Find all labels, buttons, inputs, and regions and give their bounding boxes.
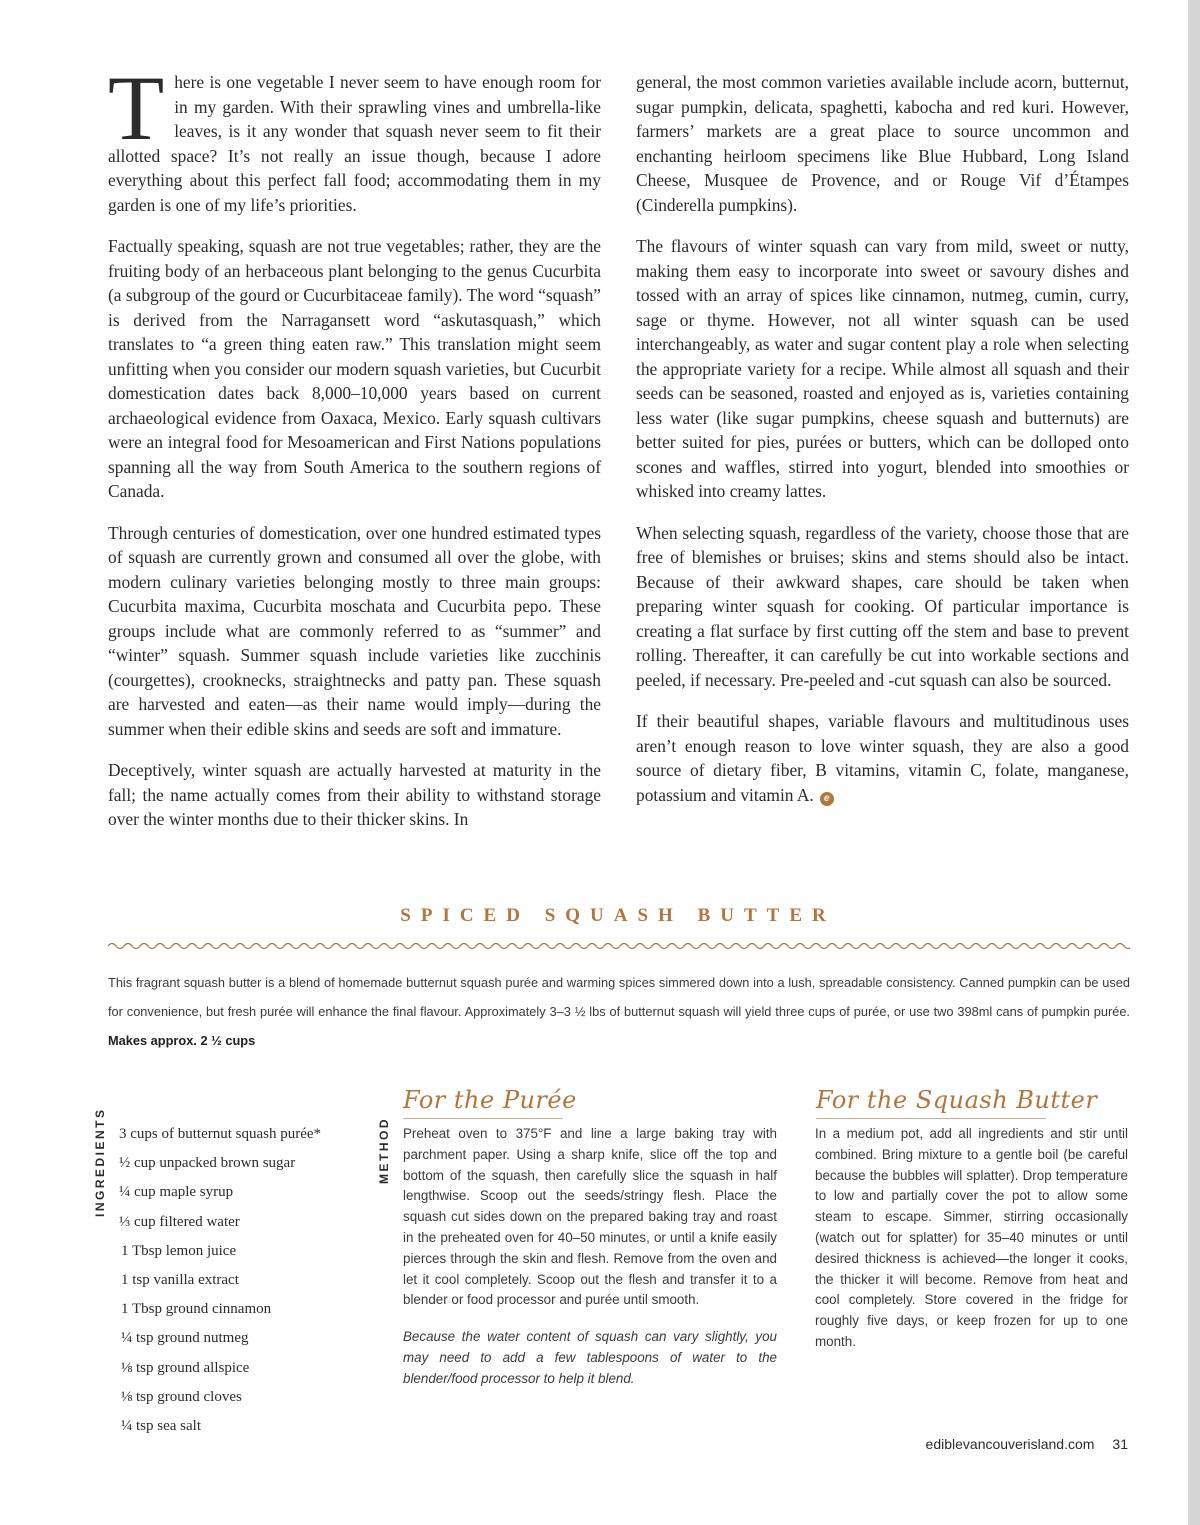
article-paragraph [636, 709, 1129, 807]
ingredients-label: INGREDIENTS [93, 1107, 107, 1217]
ingredient-item: ⅛ tsp ground allspice [121, 1359, 250, 1376]
paragraph-text: here is one vegetable I never seem to have enough room for in my garden. With their sprawling vines and umbrella-like leaves, is it any wonder that squash never seem to fit their allotted space? It’s not really an issue though, because I adore everything about this perfect fall food; accommodating them in my garden is one of my life’s priorities. [108, 72, 601, 215]
article-paragraph: Factually speaking, squash are not true vegetables; rather, they are the fruiting body of an herbaceous plant belonging to the genus Cucurbita (a subgroup of the gourd or Cucurbitaceae family). The word “squash” is derived from the Narragansett word “askutasquash,” which translates to “a green thing eaten raw.” This translation might seem unfitting when you consider our modern squash varieties, but Cucurbit domestication dates back 8,000–10,000 years based on current archaeological evidence from Oaxaca, Mexico. Early squash cultivars were an integral food for Mesoamerican and First Nations populations spanning all the way from South America to the southern regions of Canada. [108, 236, 601, 501]
puree-method [403, 1124, 777, 1406]
article-paragraph: The flavours of winter squash can vary from mild, sweet or nutty, making them easy to incorporate into sweet or savoury dishes and tossed with an array of spices like cinnamon, nutmeg, cumin, curry, sage or thyme. However, not all winter squash can be used interchangeably, as water and sugar content play a role when selecting the appropriate variety for a recipe. While almost all squash and their seeds can be seasoned, roasted and enjoyed as is, varieties containing less water (like sugar pumpkins, cheese squash and butternuts) are better suited for pies, purées or butters, which can be dolloped onto scones and waffles, stirred into yogurt, blended into smoothies or whisked into creamy lattes. [636, 236, 1129, 501]
puree-note: Because the water content of squash can vary slightly, you may need to add a few tablespoons of water to the blender/food processor to help it blend. [403, 1329, 777, 1386]
article-paragraph: general, the most common varieties available include acorn, butternut, sugar pumpkin, delicata, spaghetti, kabocha and red kuri. However, farmers’ markets are a great place to source uncommon and enchanting heirloom specimens like Blue Hubbard, Long Island Cheese, Musquee de Provence, and or Rouge Vif d’Étampes (Cinderella pumpkins). [636, 72, 1129, 215]
article-paragraph: Deceptively, winter squash are actually harvested at maturity in the fall; the name actually comes from their ability to withstand storage over the winter months due to their thicker skins. In [108, 760, 601, 829]
intro-text: This fragrant squash butter is a blend of homemade butternut squash purée and warming spices simmered down into a lush, spreadable consistency. Canned pumpkin can be used for convenience, but fresh purée will enhance the final flavour. Approximately 3–3 ½ lbs of butternut squash will yield three cups of purée, or use two 398ml cans of pumpkin purée. [108, 975, 1130, 1019]
ingredient-item: 1 tsp vanilla extract [121, 1272, 239, 1289]
footer-site: ediblevancouverisland.com [925, 1436, 1095, 1452]
butter-heading: For the Squash Butter [816, 1086, 1098, 1114]
recipe-intro [108, 968, 1130, 1055]
wavy-divider [108, 940, 1130, 952]
drop-cap: T [108, 57, 165, 159]
butter-method [815, 1124, 1128, 1369]
ingredient-item: ½ cup unpacked brown sugar [119, 1155, 296, 1172]
butter-heading-underline [816, 1118, 1046, 1119]
ingredient-item: ⅛ tsp ground cloves [121, 1388, 242, 1405]
article-column-right [636, 70, 1129, 824]
puree-heading: For the Purée [403, 1086, 577, 1114]
paragraph-text: If their beautiful shapes, variable flavours and multitudinous uses aren’t enough reason to love winter squash, they are also a good source of dietary fiber, B vitamins, vitamin C, folate, manganese, potassium and vitamin A. [636, 711, 1129, 805]
article-column-left [108, 57, 601, 849]
butter-instructions: In a medium pot, add all ingredients and stir until combined. Bring mixture to a gentle boil (be careful because the bubbles will splatter). Drop temperature to low and partially cover the pot to allow some steam to escape. Simmer, stirring occasionally (watch out for splatter) for 35–40 minutes or until desired thickness is achieved—the longer it cooks, the thicker it will become. Remove from heat and cool completely. Store covered in the fridge for roughly five days, or keep frozen for up to one month. [815, 1126, 1128, 1349]
puree-instructions: Preheat oven to 375°F and line a large baking tray with parchment paper. Using a sharp knife, slice off the top and bottom of the squash, then carefully slice the squash in half lengthwise. Scoop out the seeds/stringy flesh. Place the squash cut sides down on the prepared baking tray and roast in the preheated oven for 40–50 minutes, or until a knife easily pierces through the skin and flesh. Remove from the oven and let it cool completely. Scoop out the flesh and transfer it to a blender or food processor and purée until smooth. [403, 1126, 777, 1308]
page-footer [926, 1436, 1128, 1452]
ingredients-list [119, 1120, 321, 1441]
puree-heading-underline [403, 1118, 563, 1119]
recipe-yield: Makes approx. 2 ½ cups [108, 1033, 256, 1048]
right-edge-strip [1188, 0, 1200, 1525]
ingredient-item: 1 Tbsp ground cinnamon [121, 1301, 272, 1318]
page-number: 31 [1112, 1436, 1128, 1452]
article-paragraph: When selecting squash, regardless of the variety, choose those that are free of blemishes or bruises; skins and stems should also be intact. Because of their awkward shapes, care should be taken when preparing winter squash for cooking. Of particular importance is creating a flat surface by first cutting off the stem and base to prevent rolling. Thereafter, it can carefully be cut into workable sections and peeled, if necessary. Pre-peeled and -cut squash can also be sourced. [636, 522, 1129, 690]
end-mark-icon: e [820, 792, 834, 806]
ingredient-item: 1 Tbsp lemon juice [121, 1242, 237, 1259]
ingredient-item: ¼ tsp ground nutmeg [121, 1330, 249, 1347]
ingredient-item: ⅓ cup filtered water [119, 1213, 240, 1230]
recipe-title: SPICED SQUASH BUTTER [400, 905, 836, 926]
ingredient-item: 3 cups of butternut squash purée* [119, 1126, 322, 1142]
ingredient-item: ¼ tsp sea salt [121, 1418, 201, 1435]
method-label: METHOD [377, 1117, 391, 1184]
ingredient-item: ¼ cup maple syrup [119, 1184, 234, 1201]
article-paragraph [108, 57, 601, 217]
article-paragraph: Through centuries of domestication, over one hundred estimated types of squash are currently grown and consumed all over the globe, with modern culinary varieties belonging mostly to three main groups: Cucurbita maxima, Cucurbita moschata and Cucurbita pepo. These groups include what are commonly referred to as “summer” and “winter” squash. Summer squash include varieties like zucchinis (courgettes), crooknecks, straightnecks and patty pan. These squash are harvested and eaten—as their name would imply—during the summer when their edible skins and seeds are soft and immature. [108, 522, 601, 739]
